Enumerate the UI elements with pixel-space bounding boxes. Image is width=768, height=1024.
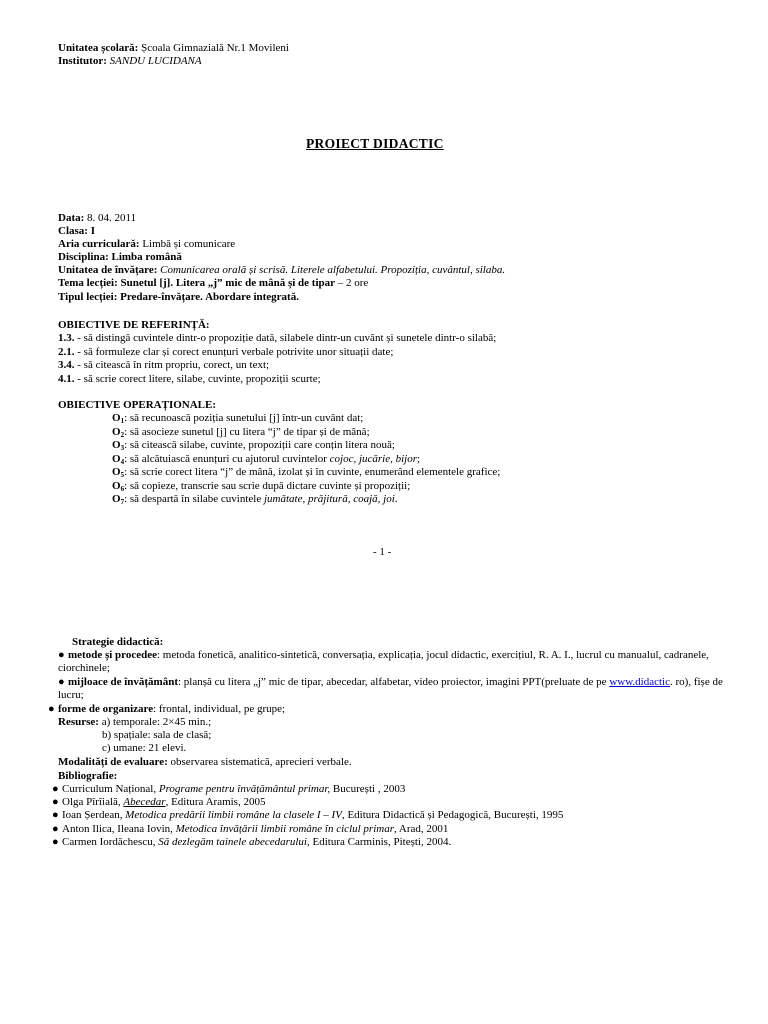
obj-op-item: $O_7$: să despartă în silabe cuvintele jumătate, prăjitură, coajă, joi. [112,493,398,506]
info-date: Data: 8. 04. 2011 [58,212,137,224]
page-number: - 1 - [373,546,392,558]
bibliography-item: ● Curriculum Național, Programe pentru învățământul primar, București , 2003 [52,783,406,795]
bullet-icon: ● [48,703,55,715]
info-class: Clasa: I [58,225,95,237]
info-curricular-area: Aria curriculară: Limbă și comunicare [58,238,236,250]
bullet-icon: ● [52,783,59,795]
obj-op-item: $O_2$: să asocieze sunetul [j] cu litera “j” de tipar și de mână; [112,426,370,439]
resources-human: c) umane: 21 elevi. [102,742,187,754]
school-value: Școala Gimnazială Nr.1 Movileni [141,42,289,54]
bibliography-item: ● Carmen Iordăchescu, Să dezlegăm tainele abecedarului, Editura Carminis, Pitești, 2004. [52,836,452,848]
bullet-icon: ● [52,809,59,821]
bullet-icon: ● [58,649,65,661]
bullet-icon: ● [52,823,59,835]
info-lesson-theme: Tema lecției: Sunetul [j]. Litera „j” mic de mână și de tipar – 2 ore [58,277,369,289]
means-line: ● mijloace de învățământ: planșă cu litera „j” mic de tipar, abecedar, alfabetar, video proiector, imagini PPT(preluate de pe www.didactic. ro), fișe de lucru; [58,676,723,702]
bibliography-item: ● Anton Ilica, Ileana Iovin, Metodica învățării limbii române în ciclul primar, Arad, 2001 [52,823,449,835]
bullet-icon: ● [52,836,59,848]
forms-line: ● forme de organizare: frontal, individual, pe grupe; [48,703,286,715]
strategy-heading: Strategie didactică: [72,636,164,648]
obj-op-item: $O_4$: să alcătuiască enunțuri cu ajutorul cuvintelor cojoc, jucărie, bijor; [112,453,421,466]
resources-line: Resurse: a) temporale: 2×45 min.; [58,716,212,728]
info-discipline: Disciplina: Limba română [58,251,182,263]
bibliography-item: ● Ioan Șerdean, Metodica predării limbii române la clasele I – IV, Editura Didactică și Pedagogică, București, 1995 [52,809,564,821]
evaluation-line: Modalități de evaluare: observarea sistematică, aprecieri verbale. [58,756,352,768]
page-title: PROIECT DIDACTIC [306,136,444,151]
bullet-icon: ● [52,796,59,808]
obj-op-heading: OBIECTIVE OPERAȚIONALE: [58,399,217,411]
methods-line: ● metode și procedee: metoda fonetică, analitico-sintetică, conversația, explicația, jocul didactic, exercițiul, R. A. I., lucrul cu manualul, cadranele, ciorchinele; [58,649,709,675]
obj-ref-item: 4.1. - să scrie corect litere, silabe, cuvinte, propoziții scurte; [58,373,321,385]
bullet-icon: ● [58,676,65,688]
obj-ref-heading: OBIECTIVE DE REFERINȚĂ: [58,319,210,331]
didactic-link[interactable]: www.didactic [609,676,670,688]
school-label: Unitatea școlară: [58,42,139,54]
obj-ref-item: 1.3. - să distingă cuvintele dintr-o propoziție dată, silabele dintr-un cuvânt și sunetele dintr-o silabă; [58,332,497,344]
teacher-label: Institutor: [58,55,107,67]
obj-op-item: $O_6$: să copieze, transcrie sau scrie după dictare cuvinte și propoziții; [112,480,411,493]
resources-spatial: b) spațiale: sala de clasă; [102,729,212,741]
obj-op-item: $O_5$: să scrie corect litera “j” de mână, izolat și în cuvinte, enumerând elementele grafice; [112,466,501,479]
obj-op-item: $O_1$: să recunoască poziția sunetului [j] într-un cuvânt dat; [112,412,364,425]
bibliography-item: ● Olga Pîrîială, Abecedar, Editura Aramis, 2005 [52,796,266,808]
obj-op-item: $O_3$: să citească silabe, cuvinte, propoziții care conțin litera nouă; [112,439,395,452]
teacher-value: SANDU LUCIDANA [109,55,202,67]
info-learning-unit: Unitatea de învățare: Comunicarea orală și scrisă. Literele alfabetului. Propoziția, cuvântul, silaba. [58,264,506,276]
teacher-line [58,55,202,68]
obj-ref-item: 2.1. - să formuleze clar și corect enunțuri verbale potrivite unor situații date; [58,346,394,358]
obj-ref-item: 3.4. - să citească în ritm propriu, corect, un text; [58,359,270,371]
info-lesson-type: Tipul lecției: Predare-învățare. Abordare integrată. [58,291,299,303]
bibliography-heading: Bibliografie: [58,770,118,782]
school-line [58,42,289,55]
